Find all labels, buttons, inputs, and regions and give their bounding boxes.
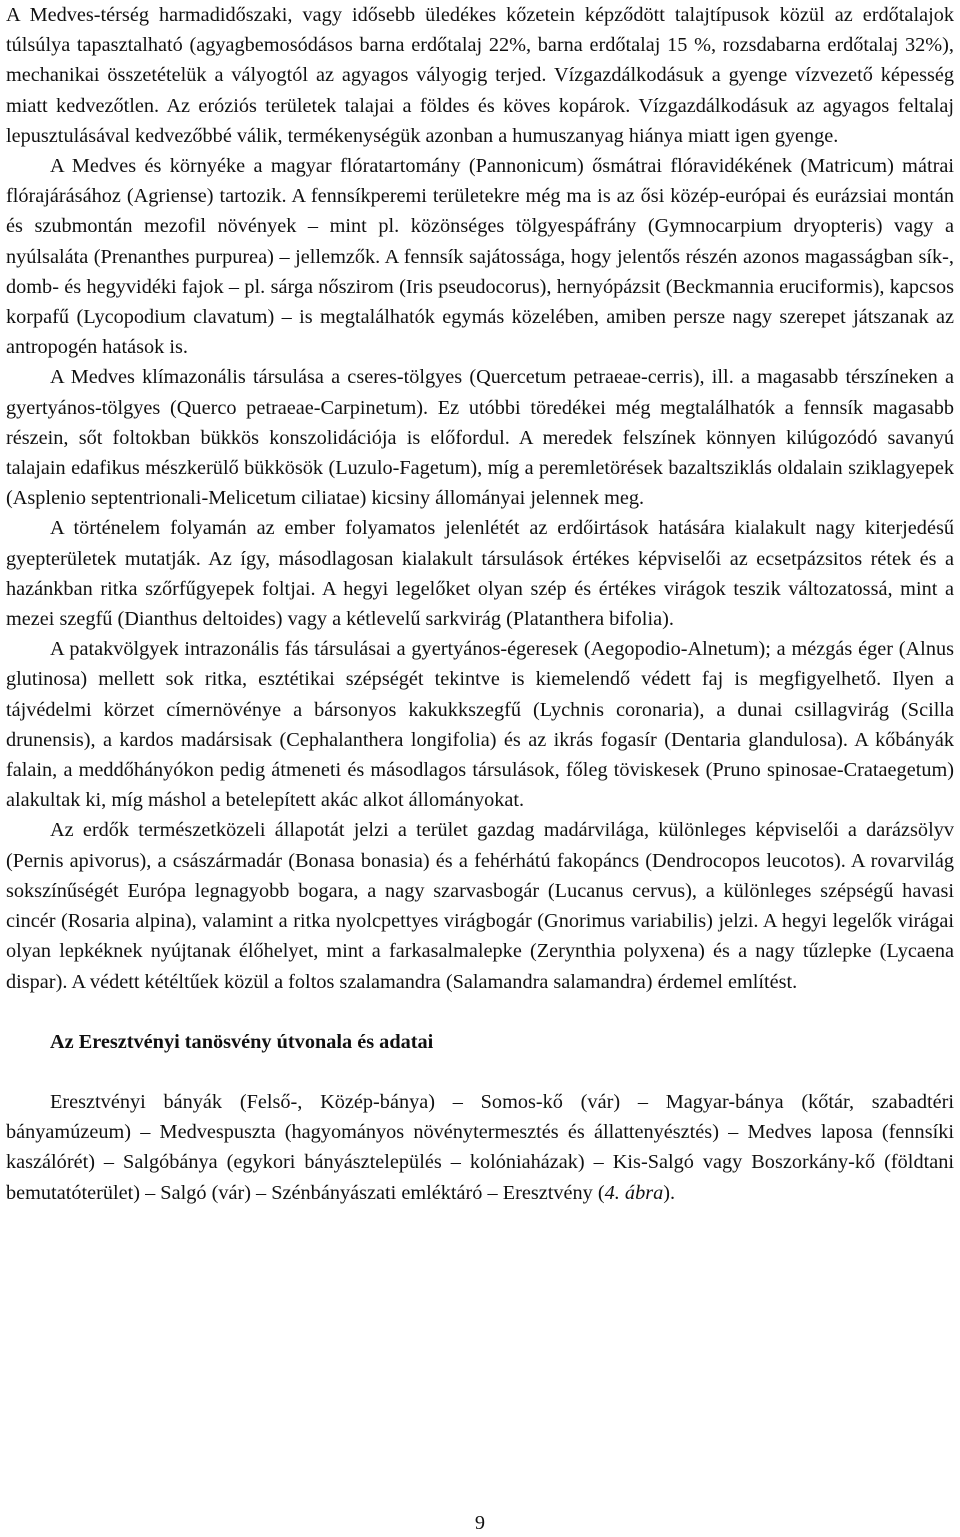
paragraph-climate-zonal-association: A Medves klímazonális társulása a cseres-tölgyes (Quercetum petraeae-cerris), ill. a magasabb térszíneken a gyertyános-tölgyes (Querco petraeae-Carpinetum). Ez utóbbi töredékei még megtalálhatók a fennsík magasabb részein, sőt foltokban bükkös konszolidációja is előfordul. A meredek felszínek könnyen kilúgozódó savanyú talajain edafikus mészkerülő bükkösök (Luzulo-Fagetum), míg a peremletörések bazaltsziklás oldalain sziklagyepek (Asplenio septentrionali-Melicetum ciliatae) kicsiny állományai jelennek meg. <box>6 366 954 510</box>
paragraph-soils: A Medves-térség harmadidőszaki, vagy idősebb üledékes kőzetein képződött talajtípusok közül az erdőtalajok túlsúlya tapasztalható (agyagbemosódásos barna erdőtalaj 22%, barna erdőtalaj 15 %, rozsdabarna erdőtalaj 32%), mechanikai összetételük a vályogtól az agyagos vályogig terjed. Vízgazdálkodásuk a gyenge vízvezető képesség miatt kedvezőtlen. Az eróziós területek talajai a földes és köves kopárok. Vízgazdálkodásuk az agyagos feltalaj lepusztulásával kedvezőbbé válik, termékenységük azonban a humuszanyag hiánya miatt igen gyenge. <box>6 4 954 147</box>
route-closing: ). <box>663 1181 676 1204</box>
page-number: 9 <box>474 1512 486 1534</box>
document-page <box>6 0 954 1208</box>
route-text: Eresztvényi bányák (Felső-, Közép-bánya) – Somos-kő (vár) – Magyar-bánya (kőtár, szabadtéri bányamúzeum) – Medvespuszta (hagyományos növénytermesztés és állattenyésztés) – Medves laposa (fennsíki kaszálórét) – Salgóbánya (egykori bányásztelepülés – kolóniaházak) – Kis-Salgó vagy Boszorkány-kő (földtani bemutatóterület) – Salgó (vár) – Szénbányászati emléktáró – Eresztvény ( <box>6 1090 954 1204</box>
figure-reference: 4. ábra <box>604 1181 664 1204</box>
route-description <box>6 1087 954 1208</box>
paragraph-fauna: Az erdők természetközeli állapotát jelzi a terület gazdag madárvilága, különleges képviselői a darázsölyv (Pernis apivorus), a császármadár (Bonasa bonasia) és a fehérhátú fakopáncs (Dendrocopos leucotos). A rovarvilág sokszínűségét Európa legnagyobb bogara, a nagy szarvasbogár (Lucanus cervus), a különleges szépségű havasi cincér (Rosaria alpina), valamint a ritka nyolcpettyes virágbogár (Gnorimus variabilis) jelzi. A hegyi legelők virágai olyan lepkéknek nyújtanak élőhelyet, mint a farkasalmalepke (Zerynthia polyxena) és a nagy tűzlepke (Lycaena dispar). A védett kétéltűek közül a foltos szalamandra (Salamandra salamandra) érdemel említést. <box>6 819 954 993</box>
paragraph-flora-region: A Medves és környéke a magyar flóratartomány (Pannonicum) ősmátrai flóravidékének (Matricum) mátrai flórajárásához (Agriense) tartozik. A fennsíkperemi területekre még ma is az ősi közép-európai és eurázsiai montán és szubmontán mezofil növények – mint pl. közönséges tölgyespáfrány (Gymnocarpium dryopteris) vagy a nyúlsaláta (Prenanthes purpurea) – jellemzők. A fennsík sajátossága, hogy jelentős részén azonos magasságban sík-, domb- és hegyvidéki fajok – pl. sárga nőszirom (Iris pseudocorus), hernyópázsit (Beckmannia eruciformis), kapcsos korpafű (Lycopodium clavatum) – is megtalálhatók egymás közelében, amiben persze nagy szerepet játszanak az antropogén hatások is. <box>6 155 954 359</box>
paragraph-grasslands-history: A történelem folyamán az ember folyamatos jelenlétét az erdőirtások hatására kialakult nagy kiterjedésű gyepterületek mutatják. Az így, másodlagosan kialakult társulások értékes képviselői az ecsetpázsitos rétek és a hazánkban ritka szőrfűgyepek foltjai. A hegyi legelőket olyan szép és értékes virágok teszik változatossá, mint a mezei szegfű (Dianthus deltoides) vagy a kétlevelű sarkvirág (Platanthera bifolia). <box>6 517 954 631</box>
paragraph-valley-associations: A patakvölgyek intrazonális fás társulásai a gyertyános-égeresek (Aegopodio-Alnetum); a mézgás éger (Alnus glutinosa) mellett sok ritka, esztétikai szépségét tekintve is kiemelendő védett faj is megfigyelhető. Ilyen a tájvédelmi körzet címernövénye a bársonyos kakukkszegfű (Lychnis coronaria), a dunai csillagvirág (Scilla drunensis), a kardos madársisak (Cephalanthera longifolia) és az ikrás fogasír (Dentaria glandulosa). A kőbányák falain, a meddőhányókon pedig átmeneti és másodlagos társulások, főleg töviskesek (Pruno spinosae-Crataegetum) alakultak ki, míg máshol a betelepített akác alkot állományokat. <box>6 638 954 812</box>
section-heading: Az Eresztvényi tanösvény útvonala és adatai <box>50 1030 434 1053</box>
